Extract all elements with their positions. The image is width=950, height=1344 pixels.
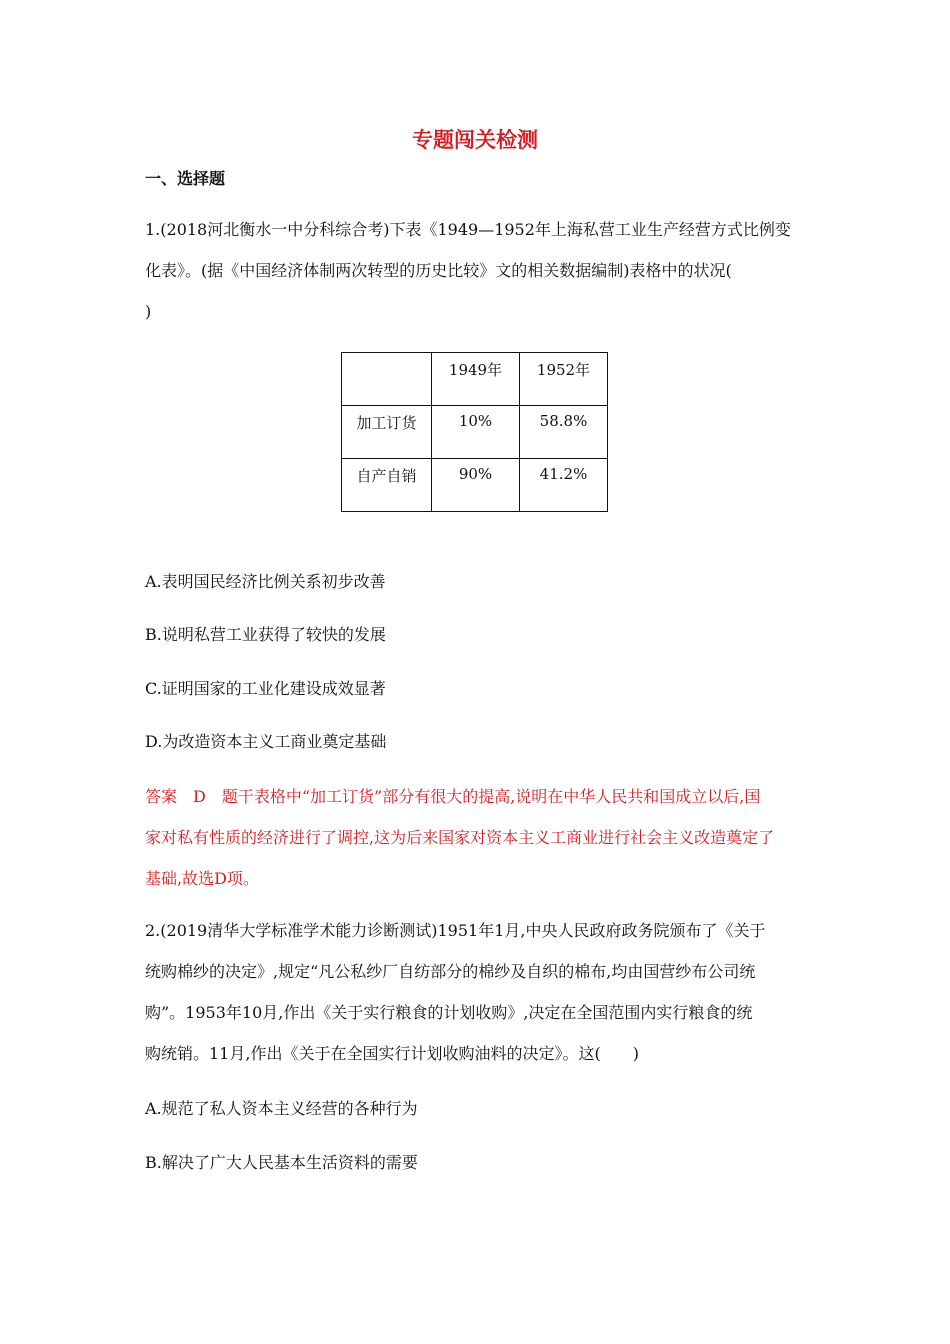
table-header-cell [342,353,432,406]
option-d: D.为改造资本主义工商业奠定基础 [145,732,387,751]
question-1-line: 化表》。(据《中国经济体制两次转型的历史比较》文的相关数据编制)表格中的状况( [145,261,732,280]
table-header-row [342,353,608,406]
answer-line: 答案 D 题干表格中“加工订货”部分有很大的提高,说明在中华人民共和国成立以后,国 [145,787,761,806]
table-header-cell: 1952年 [520,353,608,406]
option-c: C.证明国家的工业化建设成效显著 [145,679,386,698]
table-cell: 自产自销 [342,459,432,512]
question-1-line: 1.(2018河北衡水一中分科综合考)下表《1949—1952年上海私营工业生产经营方式比例变 [145,220,791,239]
question-2-stem [145,910,807,1074]
table-cell: 58.8% [520,406,608,459]
answer-explanation [145,776,807,899]
option-a: A.规范了私人资本主义经营的各种行为 [145,1099,418,1118]
question-1-stem [145,209,807,332]
table-row [342,459,608,512]
table-header-cell: 1949年 [432,353,520,406]
table-cell: 90% [432,459,520,512]
table-row [342,406,608,459]
answer-line: 基础,故选D项。 [145,869,259,888]
option-b: B.说明私营工业获得了较快的发展 [145,625,386,644]
data-table [341,352,608,512]
question-1-line: ) [145,302,152,321]
section-heading: 一、选择题 [145,169,226,188]
table-cell: 加工订货 [342,406,432,459]
table-cell: 41.2% [520,459,608,512]
question-2-line: 统购棉纱的决定》,规定“凡公私纱厂自纺部分的棉纱及自织的棉布,均由国营纱布公司统 [145,962,756,981]
option-a: A.表明国民经济比例关系初步改善 [145,572,386,591]
option-b: B.解决了广大人民基本生活资料的需要 [145,1153,418,1172]
question-2-line: 购”。1953年10月,作出《关于实行粮食的计划收购》,决定在全国范围内实行粮食的统 [145,1003,753,1022]
page-title: 专题闯关检测 [412,128,538,152]
question-2-line: 2.(2019清华大学标准学术能力诊断测试)1951年1月,中央人民政府政务院颁布了《关于 [145,921,766,940]
question-2-line: 购统销。11月,作出《关于在全国实行计划收购油料的决定》。这( ) [145,1044,639,1063]
table-cell: 10% [432,406,520,459]
answer-line: 家对私有性质的经济进行了调控,这为后来国家对资本主义工商业进行社会主义改造奠定了 [145,828,775,847]
